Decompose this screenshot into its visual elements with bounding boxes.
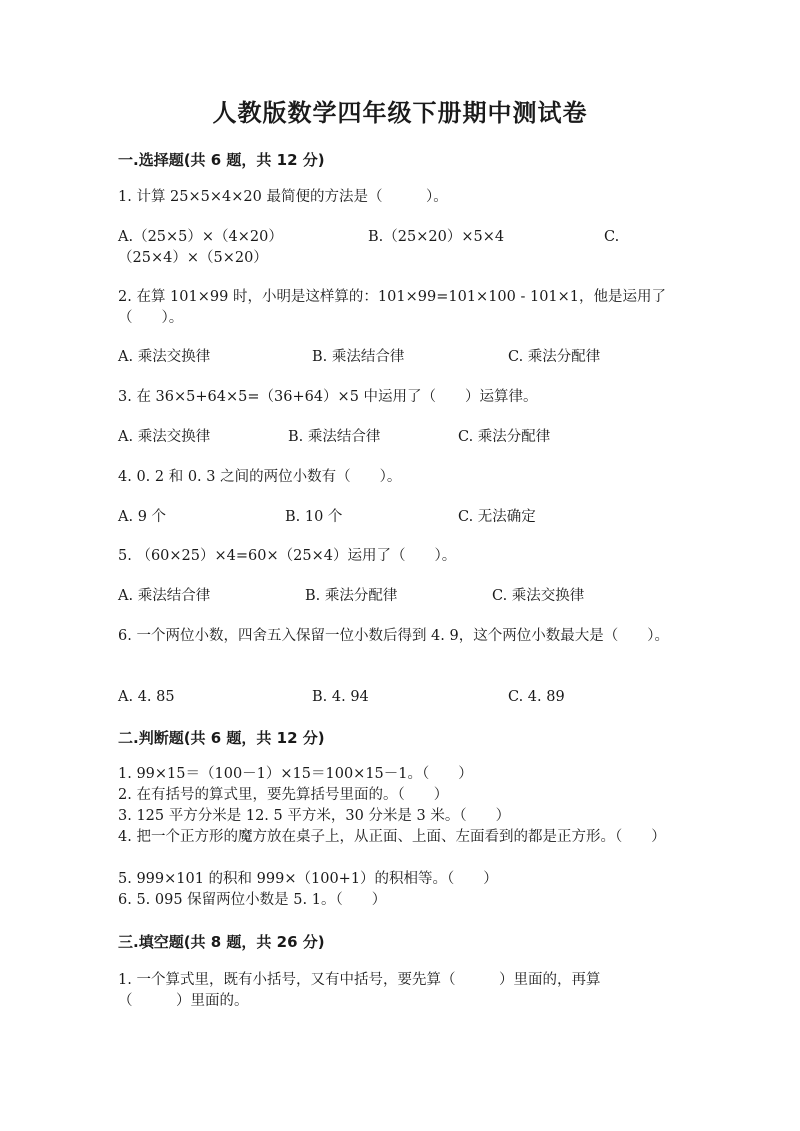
choice-option-2b: B. 乘法结合律 xyxy=(312,349,405,365)
choice-question-3: 3. 在 36×5+64×5=（36+64）×5 中运用了（ ）运算律。 xyxy=(118,389,538,405)
choice-option-5a: A. 乘法结合律 xyxy=(118,588,211,604)
choice-option-6c: C. 4. 89 xyxy=(508,689,565,705)
choice-option-4a: A. 9 个 xyxy=(118,509,167,525)
page-title: 人教版数学四年级下册期中测试卷 xyxy=(212,99,588,127)
choice-question-1: 1. 计算 25×5×4×20 最简便的方法是（ ）。 xyxy=(118,189,448,205)
choice-question-6: 6. 一个两位小数，四舍五入保留一位小数后得到 4. 9，这个两位小数最大是（ ）。 xyxy=(118,628,669,644)
choice-option-2a: A. 乘法交换律 xyxy=(118,349,211,365)
choice-option-6a: A. 4. 85 xyxy=(118,689,175,705)
true-false-item-1: 1. 99×15＝（100－1）×15＝100×15－1。（ ） xyxy=(118,766,473,782)
choice-option-1b: B.（25×20）×5×4 xyxy=(368,229,505,245)
choice-option-1a: A.（25×5）×（4×20） xyxy=(118,229,283,245)
choice-option-1c: C. xyxy=(604,229,620,245)
choice-option-4c: C. 无法确定 xyxy=(458,509,536,525)
choice-option-2c: C. 乘法分配律 xyxy=(508,349,601,365)
choice-option-5b: B. 乘法分配律 xyxy=(305,588,398,604)
true-false-item-6: 6. 5. 095 保留两位小数是 5. 1。（ ） xyxy=(118,892,387,908)
choice-option-3a: A. 乘法交换律 xyxy=(118,429,211,445)
choice-question-5: 5. （60×25）×4=60×（25×4）运用了（ ）。 xyxy=(118,548,457,564)
section-heading-true-false: 二.判断题(共 6 题，共 12 分) xyxy=(118,729,325,747)
true-false-item-2: 2. 在有括号的算式里，要先算括号里面的。（ ） xyxy=(118,787,449,803)
choice-option-3b: B. 乘法结合律 xyxy=(288,429,381,445)
true-false-item-3: 3. 125 平方分米是 12. 5 平方米，30 分米是 3 米。（ ） xyxy=(118,808,511,824)
choice-option-1c-text: （25×4）×（5×20） xyxy=(118,250,268,266)
choice-option-3c: C. 乘法分配律 xyxy=(458,429,551,445)
choice-question-4: 4. 0. 2 和 0. 3 之间的两位小数有（ ）。 xyxy=(118,469,402,485)
choice-option-6b: B. 4. 94 xyxy=(312,689,369,705)
true-false-item-5: 5. 999×101 的积和 999×（100+1）的积相等。（ ） xyxy=(118,871,498,887)
choice-option-5c: C. 乘法交换律 xyxy=(492,588,585,604)
true-false-item-4: 4. 把一个正方形的魔方放在桌子上，从正面、上面、左面看到的都是正方形。（ ） xyxy=(118,829,666,845)
choice-option-4b: B. 10 个 xyxy=(285,509,343,525)
fill-blank-item-1: 1. 一个算式里，既有小括号，又有中括号，要先算（ ）里面的，再算（ ）里面的。 xyxy=(118,972,601,1009)
section-heading-fill-blank: 三.填空题(共 8 题，共 26 分) xyxy=(118,933,325,951)
section-heading-choice: 一.选择题(共 6 题，共 12 分) xyxy=(118,151,325,169)
choice-question-2: 2. 在算 101×99 时，小明是这样算的：101×99=101×100 - 101×1，他是运用了（ ）。 xyxy=(118,289,667,326)
